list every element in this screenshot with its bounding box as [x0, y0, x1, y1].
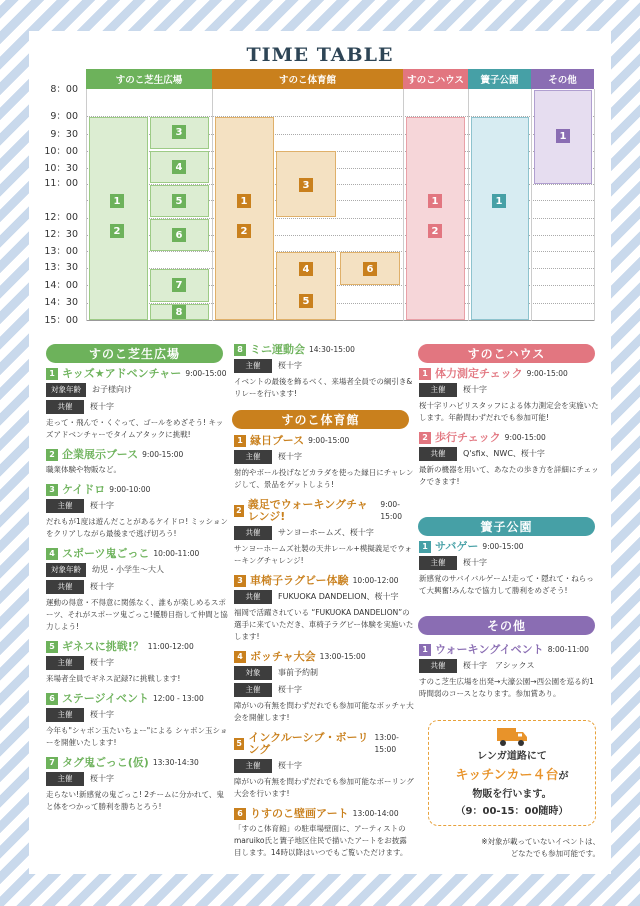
event-name: ギネスに挑戦!？: [62, 640, 144, 653]
event-description: 射的やボール投げなどカラダを使った縁日にチャレンジして、景品をゲットしよう!: [234, 468, 414, 489]
event-info-value: Q'sfix、NWC、桜十字: [463, 449, 545, 458]
block-number: 6: [363, 262, 377, 276]
event-info-row: [234, 450, 414, 464]
event-item: [234, 651, 414, 724]
event-title: [234, 499, 414, 523]
event-name: ボッチャ大会: [250, 650, 316, 663]
event-info-row: [419, 383, 599, 397]
footnote: [440, 836, 600, 860]
time-label: 9：00: [50, 111, 78, 122]
event-info-value: 桜十字: [90, 710, 114, 719]
event-info-label: 主催: [419, 556, 457, 570]
venue-header-house: すのこハウス: [403, 69, 468, 89]
event-name: スポーツ鬼ごっこ: [62, 547, 150, 560]
event-info-value: 桜十字: [463, 558, 487, 567]
timetable-title: TIME TABLE: [246, 44, 394, 66]
event-info-label: 対象年齢: [46, 563, 86, 577]
event-list-gym: [234, 435, 414, 859]
event-time: 13:00-15:00: [374, 733, 399, 754]
event-info-value: サンヨーホームズ、桜十字: [278, 528, 374, 537]
event-number-badge: 2: [46, 449, 58, 461]
event-title: [46, 548, 228, 560]
block-number: 1: [428, 194, 442, 208]
time-label: 10：00: [44, 146, 78, 157]
time-label: 9：30: [50, 129, 78, 140]
section-header-shiba: すのこ芝生広場: [46, 344, 223, 363]
event-title: [46, 484, 228, 496]
section-header-gym: すのこ体育館: [232, 410, 409, 429]
event-info-row: [234, 359, 414, 373]
event-info-row: [234, 759, 414, 773]
event-info-label: 主催: [234, 359, 272, 373]
kitchen-highlight-suffix: が: [558, 771, 569, 782]
event-title: [234, 808, 414, 820]
block-number: 1: [110, 194, 124, 208]
event-number-badge: 1: [419, 541, 431, 553]
event-list-park: [419, 541, 599, 597]
kitchen-line3: 物販を行います。: [472, 789, 552, 800]
event-list-shiba: [46, 368, 228, 813]
event-number-badge: 3: [46, 484, 58, 496]
event-number-badge: 2: [419, 432, 431, 444]
event-item: [419, 541, 599, 597]
event-number-badge: 5: [46, 641, 58, 653]
block-number: 5: [299, 294, 313, 308]
event-item: [234, 732, 414, 800]
block-number: 5: [172, 194, 186, 208]
event-time: 8:00-11:00: [547, 645, 589, 654]
footnote-line: ※対象が載っていないイベントは、: [481, 837, 600, 846]
event-description: 福岡で活躍されている “FUKUOKA DANDELION”の選手に来ていただき、車椅子ラグビー体験を実施いたします!: [234, 608, 414, 641]
event-title: [234, 732, 414, 756]
event-item: [46, 641, 228, 685]
event-description: 走って・飛んで・くぐって、ゴールをめざそう! キッズアドベンチャーでタイムアタックに挑戦!: [46, 418, 224, 439]
event-list-other: [419, 644, 599, 700]
event-time: 9:00-15:00: [308, 436, 350, 445]
event-time: 9:00-10:00: [109, 485, 151, 494]
event-title: [46, 693, 228, 705]
block-number: 4: [299, 262, 313, 276]
block-number: 1: [492, 194, 506, 208]
event-time: 12:00 - 13:00: [153, 694, 204, 703]
event-description: 障がいの有無を問わずだれでも参加可能なボーリング大会を行います!: [234, 777, 414, 798]
block-number: 2: [428, 224, 442, 238]
event-title: [419, 541, 599, 553]
event-number-badge: 6: [46, 693, 58, 705]
event-name: ケイドロ: [62, 483, 106, 496]
event-item: [46, 548, 228, 633]
event-info-value: 桜十字: [278, 452, 302, 461]
event-item: [46, 693, 228, 749]
event-title: [46, 449, 228, 461]
event-info-value: 桜十字: [90, 774, 114, 783]
event-name: インクルーシブ・ボーリング: [248, 731, 369, 756]
block-number: 3: [299, 178, 313, 192]
event-description: 運動の得意・不得意に関係なく、誰もが楽しめるスポーツ、それがスポーツ鬼ごっこ!優勝目指して仲間と協力しよう!: [46, 598, 228, 631]
event-info-label: 共催: [234, 526, 272, 540]
kitchen-line1: レンガ道路にて: [477, 751, 547, 762]
event-info-value: 桜十字: [90, 658, 114, 667]
event-info-label: 主催: [46, 499, 84, 513]
event-info-label: 共催: [419, 659, 457, 673]
event-item: [234, 575, 414, 643]
event-info-label: 共催: [419, 447, 457, 461]
event-info-label: 主催: [234, 683, 272, 697]
event-info-row: [46, 563, 228, 577]
event-info-label: 主催: [46, 708, 84, 722]
event-info-label: 主催: [419, 383, 457, 397]
block-number: 2: [237, 224, 251, 238]
event-item: [234, 499, 414, 567]
section-header-park: 簀子公園: [418, 517, 595, 536]
event-item: [234, 435, 414, 491]
footnote-line: どなたでも参加可能です。: [510, 849, 600, 858]
event-item: [46, 757, 228, 813]
event-info-label: 主催: [46, 772, 84, 786]
grid-column-line: [86, 89, 87, 321]
event-info-value: 桜十字: [90, 582, 114, 591]
event-time: 13:00-14:00: [352, 809, 399, 818]
event-info-value: 事前予約制: [278, 668, 318, 677]
event-description: 最新の機器を用いて、あなたの歩き方を詳細にチェックできます!: [419, 465, 599, 486]
event-time: 9:00-15:00: [504, 433, 546, 442]
schedule-block[interactable]: [406, 117, 465, 320]
section-header-other: その他: [418, 616, 595, 635]
event-number-badge: 4: [234, 651, 246, 663]
event-description: すのこ芝生広場を出発→大濠公園→西公園を巡る約1時間弱のコースとなります。参加賞あり。: [419, 677, 594, 698]
event-item: [234, 808, 414, 859]
time-label: 8：00: [50, 84, 78, 95]
kitchen-car-box: [428, 720, 596, 826]
event-name: ウォーキングイベント: [435, 643, 544, 656]
block-number: 2: [110, 224, 124, 238]
block-number: 6: [172, 228, 186, 242]
event-number-badge: 8: [234, 344, 246, 356]
event-info-value: 桜十字: [463, 385, 487, 394]
event-number-badge: 2: [234, 505, 244, 517]
grid-column-line: [403, 89, 404, 321]
event-time: 9:00-15:00: [142, 450, 184, 459]
event-info-row: [234, 526, 414, 540]
event-description: イベントの最後を飾るべく、来場者全員での綱引き&リレーを行います!: [234, 377, 413, 398]
event-title: [46, 757, 228, 769]
event-title: [234, 575, 414, 587]
schedule-block[interactable]: [471, 117, 529, 320]
event-description: 今年も"シャボン玉たいちょー"による シャボン玉ショーを開催いたします!: [46, 726, 228, 747]
event-number-badge: 6: [234, 808, 246, 820]
event-info-value: 桜十字 アシックス: [463, 661, 535, 670]
event-info-row: [234, 683, 414, 697]
block-number: 1: [556, 129, 570, 143]
event-info-row: [46, 580, 228, 594]
event-item: [234, 344, 414, 400]
event-info-row: [46, 400, 228, 414]
event-title: [234, 651, 414, 663]
event-number-badge: 1: [46, 368, 58, 380]
event-list-house: [419, 368, 599, 488]
event-name: ステージイベント: [62, 692, 150, 705]
event-title: [419, 368, 599, 380]
event-name: サバゲー: [435, 540, 479, 553]
event-number-badge: 7: [46, 757, 58, 769]
event-info-value: 幼児・小学生～大人: [92, 565, 164, 574]
event-info-row: [46, 772, 228, 786]
event-title: [419, 432, 599, 444]
event-info-value: 桜十字: [278, 361, 302, 370]
kitchen-line4: （9：00-15：00随時）: [455, 806, 569, 817]
time-label: 13：30: [44, 262, 78, 273]
event-info-row: [234, 590, 414, 604]
event-info-label: 主催: [234, 759, 272, 773]
grid-line: [86, 320, 594, 321]
event-title: [46, 641, 228, 653]
event-info-value: 桜十字: [90, 402, 114, 411]
schedule-block[interactable]: [215, 117, 274, 320]
venue-header-gym: すのこ体育館: [212, 69, 403, 89]
event-time: 11:00-12:00: [147, 642, 194, 651]
event-info-value: 桜十字: [278, 761, 302, 770]
event-item: [419, 368, 599, 424]
event-description: 来場者全員でギネス記録?に挑戦します!: [46, 674, 181, 683]
venue-header-park: 簀子公園: [468, 69, 531, 89]
event-time: 14:30-15:00: [309, 345, 355, 354]
event-item: [46, 484, 228, 540]
event-info-label: 共催: [234, 590, 272, 604]
event-info-label: 主催: [234, 450, 272, 464]
event-title: [234, 344, 414, 356]
event-info-row: [419, 556, 599, 570]
time-label: 12：00: [44, 212, 78, 223]
event-time: 9:00-15:00: [526, 369, 568, 378]
event-time: 9:00-15:00: [380, 500, 402, 521]
event-number-badge: 4: [46, 548, 58, 560]
time-label: 14：30: [44, 297, 78, 308]
event-number-badge: 3: [234, 575, 246, 587]
event-number-badge: 1: [419, 368, 431, 380]
event-name: 車椅子ラグビー体験: [250, 574, 349, 587]
block-number: 8: [172, 305, 186, 319]
time-label: 15：00: [44, 315, 78, 326]
event-description: 新感覚のサバイバルゲーム!走って・隠れて・ねらって大興奮!みんなで協力して勝利をめざそう!: [419, 574, 594, 595]
block-number: 4: [172, 160, 186, 174]
event-name: 歩行チェック: [435, 431, 501, 444]
time-label: 14：00: [44, 280, 78, 291]
event-info-row: [46, 708, 228, 722]
event-info-value: 桜十字: [278, 685, 302, 694]
time-label: 12：30: [44, 229, 78, 240]
event-title: [46, 368, 228, 380]
event-info-value: お子様向け: [92, 385, 132, 394]
block-number: 3: [172, 125, 186, 139]
event-info-value: 桜十字: [90, 501, 114, 510]
event-info-label: 対象: [234, 666, 272, 680]
event-number-badge: 1: [419, 644, 431, 656]
event-name: 縁日ブース: [250, 434, 305, 447]
venue-header-shiba: すのこ芝生広場: [86, 69, 212, 89]
grid-column-line: [531, 89, 532, 321]
event-info-row: [419, 659, 599, 673]
event-info-label: 主催: [46, 656, 84, 670]
block-number: 7: [172, 278, 186, 292]
event-item: [419, 644, 599, 700]
event-time: 9:00-15:00: [185, 369, 227, 378]
timetable-grid: [0, 0, 640, 330]
section-header-house: すのこハウス: [418, 344, 595, 363]
kitchen-highlight: キッチンカー４台: [455, 768, 559, 783]
event-description: だれもが1度は遊んだことがあるケイドロ! ミッションをクリアしながら最後まで逃げ切ろう!: [46, 517, 228, 538]
event-time: 13:00-15:00: [319, 652, 366, 661]
event-info-label: 共催: [46, 400, 84, 414]
event-time: 10:00-11:00: [153, 549, 200, 558]
event-description: 桜十字リハビリスタッフによる体力測定会を実施いたします。年齢問わずだれでも参加可能!: [419, 401, 599, 422]
time-label: 10：30: [44, 163, 78, 174]
event-number-badge: 1: [234, 435, 246, 447]
event-info-label: 共催: [46, 580, 84, 594]
event-name: りすのこ壁画アート: [250, 807, 349, 820]
event-time: 9:00-15:00: [482, 542, 524, 551]
venue-header-other: その他: [531, 69, 594, 89]
event-description: 走らない!新感覚の鬼ごっこ! 2チームに分かれて、鬼と体をつかって勝利を勝ちとろう!: [46, 790, 224, 811]
event-info-row: [46, 656, 228, 670]
event-item: [419, 432, 599, 488]
event-name: 義足でウォーキングチャレンジ!: [247, 498, 368, 523]
event-name: ミニ運動会: [250, 343, 305, 356]
event-time: 13:30-14:30: [152, 758, 199, 767]
event-item: [46, 449, 228, 476]
event-description: 障がいの有無を問わずだれでも参加可能なボッチャ大会を開催します!: [234, 701, 414, 722]
event-info-row: [46, 383, 228, 397]
event-name: キッズ★アドベンチャー: [62, 367, 182, 380]
event-info-row: [46, 499, 228, 513]
event-time: 10:00-12:00: [352, 576, 399, 585]
event-info-row: [234, 666, 414, 680]
event-title: [234, 435, 414, 447]
event-number-badge: 5: [234, 738, 244, 750]
event-name: 体力測定チェック: [435, 367, 523, 380]
event-description: 職業体験や物販など。: [46, 465, 121, 474]
event-item: [46, 368, 228, 441]
event-description: 「すのこ体育館」の駐車場壁面に、アーティストのmaruiko氏と簀子地区住民で描いたアートをお披露目します。14時以降はいつでもご覧いただけます。: [234, 824, 408, 857]
block-number: 1: [237, 194, 251, 208]
time-label: 11：00: [44, 178, 78, 189]
truck-icon: [496, 725, 528, 745]
event-info-row: [419, 447, 599, 461]
event-info-label: 対象年齢: [46, 383, 86, 397]
time-label: 13：00: [44, 246, 78, 257]
grid-column-line: [468, 89, 469, 321]
event-info-value: FUKUOKA DANDELION、桜十字: [278, 592, 399, 601]
grid-column-line: [594, 89, 595, 321]
event-name: 企業展示ブース: [62, 448, 139, 461]
event-title: [419, 644, 599, 656]
event-description: サンヨーホームズ社製の天井レール+模擬義足でウォーキングチャレンジ!: [234, 544, 412, 565]
schedule-block[interactable]: [89, 117, 148, 320]
event-list-shiba-8: [234, 344, 414, 400]
event-name: タグ鬼ごっこ(仮): [62, 756, 149, 769]
grid-column-line: [212, 89, 213, 321]
